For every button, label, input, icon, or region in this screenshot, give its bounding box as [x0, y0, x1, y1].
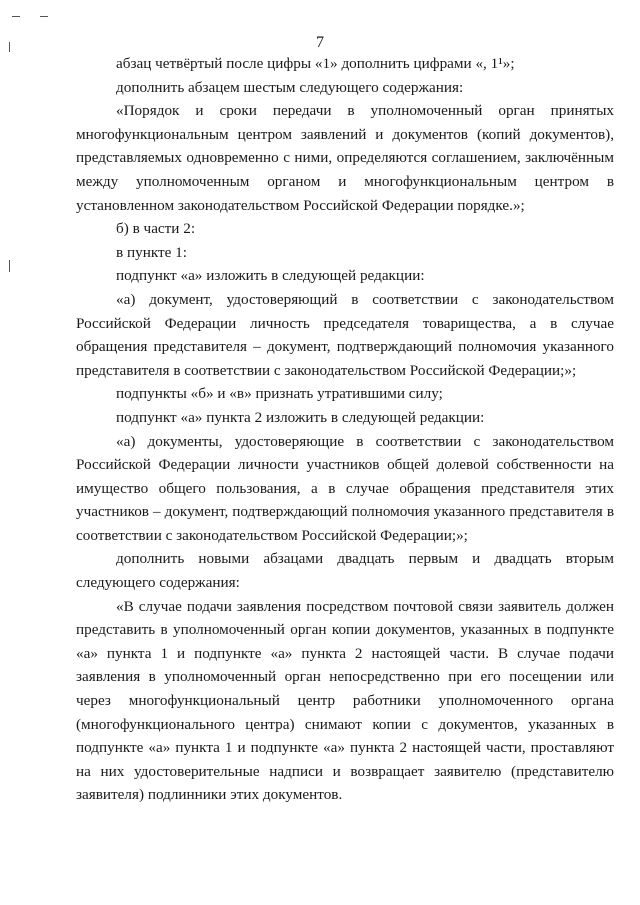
- paragraph: «а) документ, удостоверяющий в соответствии с законодательством Российской Федерации личность председателя товарищества, а в случае обращения представителя – документ, подтверждающий полномочия указанного представителя в соответствии с законодательством Российской Федерации;»;: [76, 290, 614, 379]
- paragraph: в пункте 1:: [116, 243, 187, 261]
- paragraph: подпункты «б» и «в» признать утратившими силу;: [116, 385, 443, 403]
- paragraph: дополнить новыми абзацами двадцать первым и двадцать вторым следующего содержания:: [76, 550, 614, 592]
- scan-mark: [9, 260, 10, 272]
- paragraph: б) в части 2:: [116, 220, 196, 238]
- paragraph: «Порядок и сроки передачи в уполномоченный орган принятых многофункциональным центром заявлений и документов (копий документов), представляемых одновременно с ними, определяются соглашением, заключённым между уполномоченным органом и многофункциональным центром в установленном законодательством Российской Федерации порядке.»;: [76, 102, 614, 214]
- paragraph: абзац четвёртый после цифры «1» дополнить цифрами «, 1¹»;: [116, 55, 515, 72]
- paragraph: подпункт «а» изложить в следующей редакции:: [116, 267, 425, 285]
- scan-mark: [40, 16, 48, 17]
- scan-mark: [9, 42, 10, 52]
- page-number: 7: [316, 34, 324, 51]
- scan-mark: [12, 16, 20, 17]
- document-body: [76, 52, 614, 807]
- paragraph: «В случае подачи заявления посредством почтовой связи заявитель должен представить в уполномоченный орган копии документов, указанных в подпункте «а» пункта 1 и подпункте «а» пункта 2 настоящей части. В случае подачи заявления в уполномоченный орган непосредственно при его посещении или через многофункциональный центр работники уполномоченного органа (многофункционального центра) снимают копии с документов, указанных в подпункте «а» пункта 1 и подпункте «а» пункта 2 настоящей части, проставляют на них удостоверительные надписи и возвращает заявителю (представителю заявителя) подлинники этих документов.: [76, 597, 614, 804]
- paragraph: «а) документы, удостоверяющие в соответствии с законодательством Российской Федерации личности участников общей долевой собственности на имущество общего пользования, а в случае обращения представителя этих участников – документ, подтверждающий полномочия указанного представителя в соответствии с законодательством Российской Федерации;»;: [76, 432, 614, 544]
- paragraph: дополнить абзацем шестым следующего содержания:: [116, 78, 464, 96]
- paragraph: подпункт «а» пункта 2 изложить в следующей редакции:: [116, 408, 485, 426]
